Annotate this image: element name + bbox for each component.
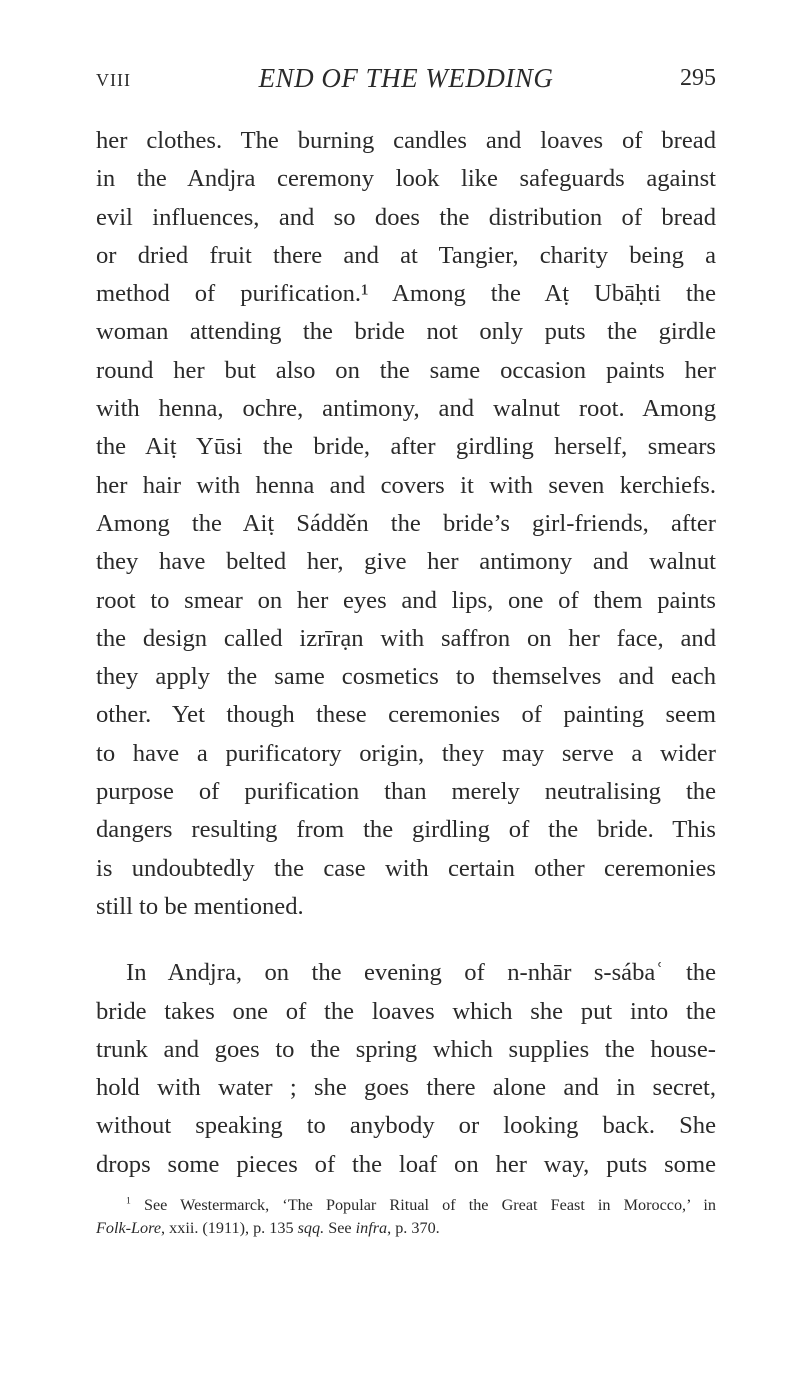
text-line: dangers resulting from the girdling of the bride. This [96, 816, 716, 844]
text-line: other. Yet though these ceremonies of painting seem [96, 701, 716, 729]
footnote-line [96, 1217, 716, 1240]
text-line: without speaking to anybody or looking back. She [96, 1112, 716, 1140]
page-number: 295 [680, 65, 716, 91]
journal-title: Folk-Lore [96, 1219, 162, 1238]
text-line: hold with water ; she goes there alone and in secret, [96, 1074, 716, 1102]
text-line: woman attending the bride not only puts the girdle [96, 318, 716, 346]
footnote-text: See [324, 1219, 356, 1238]
text-line: bride takes one of the loaves which she put into the [96, 997, 716, 1025]
text-line: the design called izrīrạn with saffron on her face, and [96, 624, 716, 652]
running-header [96, 58, 716, 98]
chapter-number: VIII [96, 70, 131, 90]
text-line: method of purification.¹ Among the Aṭ Ubāḥti the [96, 280, 716, 308]
running-title: END OF THE WEDDING [258, 63, 554, 93]
footnote-text: , p. 370. [387, 1219, 440, 1238]
text-line: still to be mentioned. [96, 892, 304, 920]
text-line: Among the Aiṭ Sádděn the bride’s girl-friends, after [96, 509, 716, 537]
footnote-marker: 1 [126, 1195, 131, 1207]
text-line: her hair with henna and covers it with seven kerchiefs. [96, 471, 716, 499]
text-line: with henna, ochre, antimony, and walnut root. Among [96, 395, 716, 423]
text-line: or dried fruit there and at Tangier, charity being a [96, 241, 716, 269]
text-line: evil influences, and so does the distribution of bread [96, 203, 716, 231]
footnote-sqq: sqq. [297, 1219, 325, 1238]
paragraph-2 [96, 954, 716, 1184]
text-line: In Andjra, on the evening of n-nhār s-sábaʿ the [126, 959, 716, 987]
text-line: her clothes. The burning candles and loaves of bread [96, 127, 716, 154]
footnote-infra: infra [355, 1219, 388, 1238]
text-line: in the Andjra ceremony look like safeguards against [96, 165, 716, 193]
footnote-text: See Westermarck, ‘The Popular Ritual of the Great Feast in Morocco,’ in [143, 1196, 716, 1215]
body-text [96, 122, 716, 1184]
text-line: round her but also on the same occasion paints her [96, 356, 716, 384]
text-line: the Aiṭ Yūsi the bride, after girdling herself, smears [96, 433, 716, 461]
text-line: root to smear on her eyes and lips, one of them paints [96, 586, 716, 614]
footnote-text: , xxii. (1911), p. 135 [161, 1219, 298, 1238]
footnote-line [96, 1194, 716, 1217]
footnotes [96, 1194, 716, 1240]
book-page [96, 58, 716, 1240]
text-line: they have belted her, give her antimony and walnut [96, 548, 716, 576]
text-line: purpose of purification than merely neutralising the [96, 778, 716, 806]
paragraph-gap [96, 926, 716, 954]
text-line: they apply the same cosmetics to themselves and each [96, 663, 716, 691]
text-line: to have a purificatory origin, they may serve a wider [96, 739, 716, 767]
text-line: is undoubtedly the case with certain other ceremonies [96, 854, 716, 882]
text-line: drops some pieces of the loaf on her way, puts some [96, 1150, 716, 1178]
paragraph-1 [96, 122, 716, 926]
text-line: trunk and goes to the spring which supplies the house- [96, 1035, 716, 1063]
